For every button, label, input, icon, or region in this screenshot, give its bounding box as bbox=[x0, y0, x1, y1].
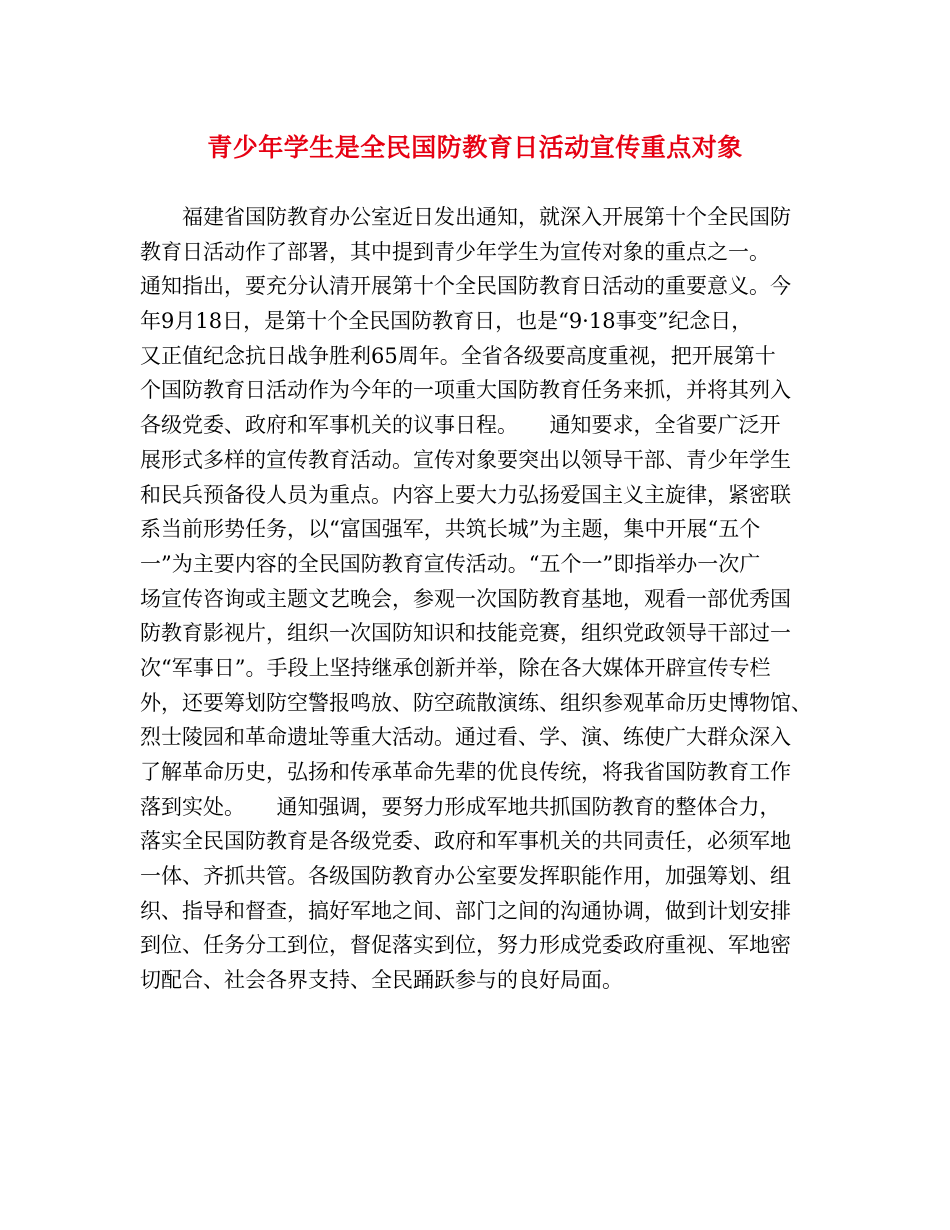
body-line: 系当前形势任务，以“富国强军，共筑长城”为主题，集中开展“五个 bbox=[140, 517, 761, 542]
body-line: 年9月18日，是第十个全民国防教育日，也是“9·18事变”纪念日， bbox=[140, 309, 753, 334]
body-line: 次“军事日”。手段上坚持继承创新并举，除在各大媒体开辟宣传专栏 bbox=[140, 655, 771, 680]
body-line: 外，还要筹划防空警报鸣放、防空疏散演练、组织参观革命历史博物馆、 bbox=[140, 690, 812, 715]
body-line: 展形式多样的宣传教育活动。宣传对象要突出以领导干部、青少年学生 bbox=[140, 447, 791, 472]
body-line: 了解革命历史，弘扬和传承革命先辈的优良传统，将我省国防教育工作 bbox=[140, 760, 791, 784]
body-line: 和民兵预备役人员为重点。内容上要大力弘扬爱国主义主旋律，紧密联 bbox=[140, 482, 791, 507]
body-line: 福建省国防教育办公室近日发出通知，就深入开展第十个全民国防 bbox=[140, 205, 791, 229]
body-line: 教育日活动作了部署，其中提到青少年学生为宣传对象的重点之一。 bbox=[140, 239, 770, 264]
document-title: 青少年学生是全民国防教育日活动宣传重点对象 bbox=[207, 133, 743, 162]
body-line: 又正值纪念抗日战争胜利65周年。全省各级要高度重视，把开展第十 bbox=[140, 343, 776, 368]
body-line: 一”为主要内容的全民国防教育宣传活动。“五个一”即指举办一次广 bbox=[140, 551, 761, 576]
body-line: 到位、任务分工到位，督促落实到位，努力形成党委政府重视、军地密 bbox=[140, 933, 791, 958]
body-line: 烈士陵园和革命遗址等重大活动。通过看、学、演、练使广大群众深入 bbox=[140, 725, 791, 750]
body-line: 落实全民国防教育是各级党委、政府和军事机关的共同责任，必须军地 bbox=[140, 829, 791, 854]
body-line: 个国防教育日活动作为今年的一项重大国防教育任务来抓，并将其列入 bbox=[140, 378, 791, 403]
body-line: 防教育影视片，组织一次国防知识和技能竞赛，组织党政领导干部过一 bbox=[140, 621, 791, 646]
document-body bbox=[140, 200, 840, 998]
body-line: 织、指导和督查，搞好军地之间、部门之间的沟通协调，做到计划安排 bbox=[140, 898, 791, 923]
body-line: 落到实处。 通知强调，要努力形成军地共抓国防教育的整体合力， bbox=[140, 794, 781, 819]
body-line: 各级党委、政府和军事机关的议事日程。 通知要求，全省要广泛开 bbox=[140, 413, 781, 438]
body-line: 切配合、社会各界支持、全民踊跃参与的良好局面。 bbox=[140, 968, 623, 993]
body-line: 场宣传咨询或主题文艺晚会，参观一次国防教育基地，观看一部优秀国 bbox=[140, 586, 791, 611]
body-line: 通知指出，要充分认清开展第十个全民国防教育日活动的重要意义。今 bbox=[140, 274, 791, 299]
body-line: 一体、齐抓共管。各级国防教育办公室要发挥职能作用，加强筹划、组 bbox=[140, 864, 791, 889]
